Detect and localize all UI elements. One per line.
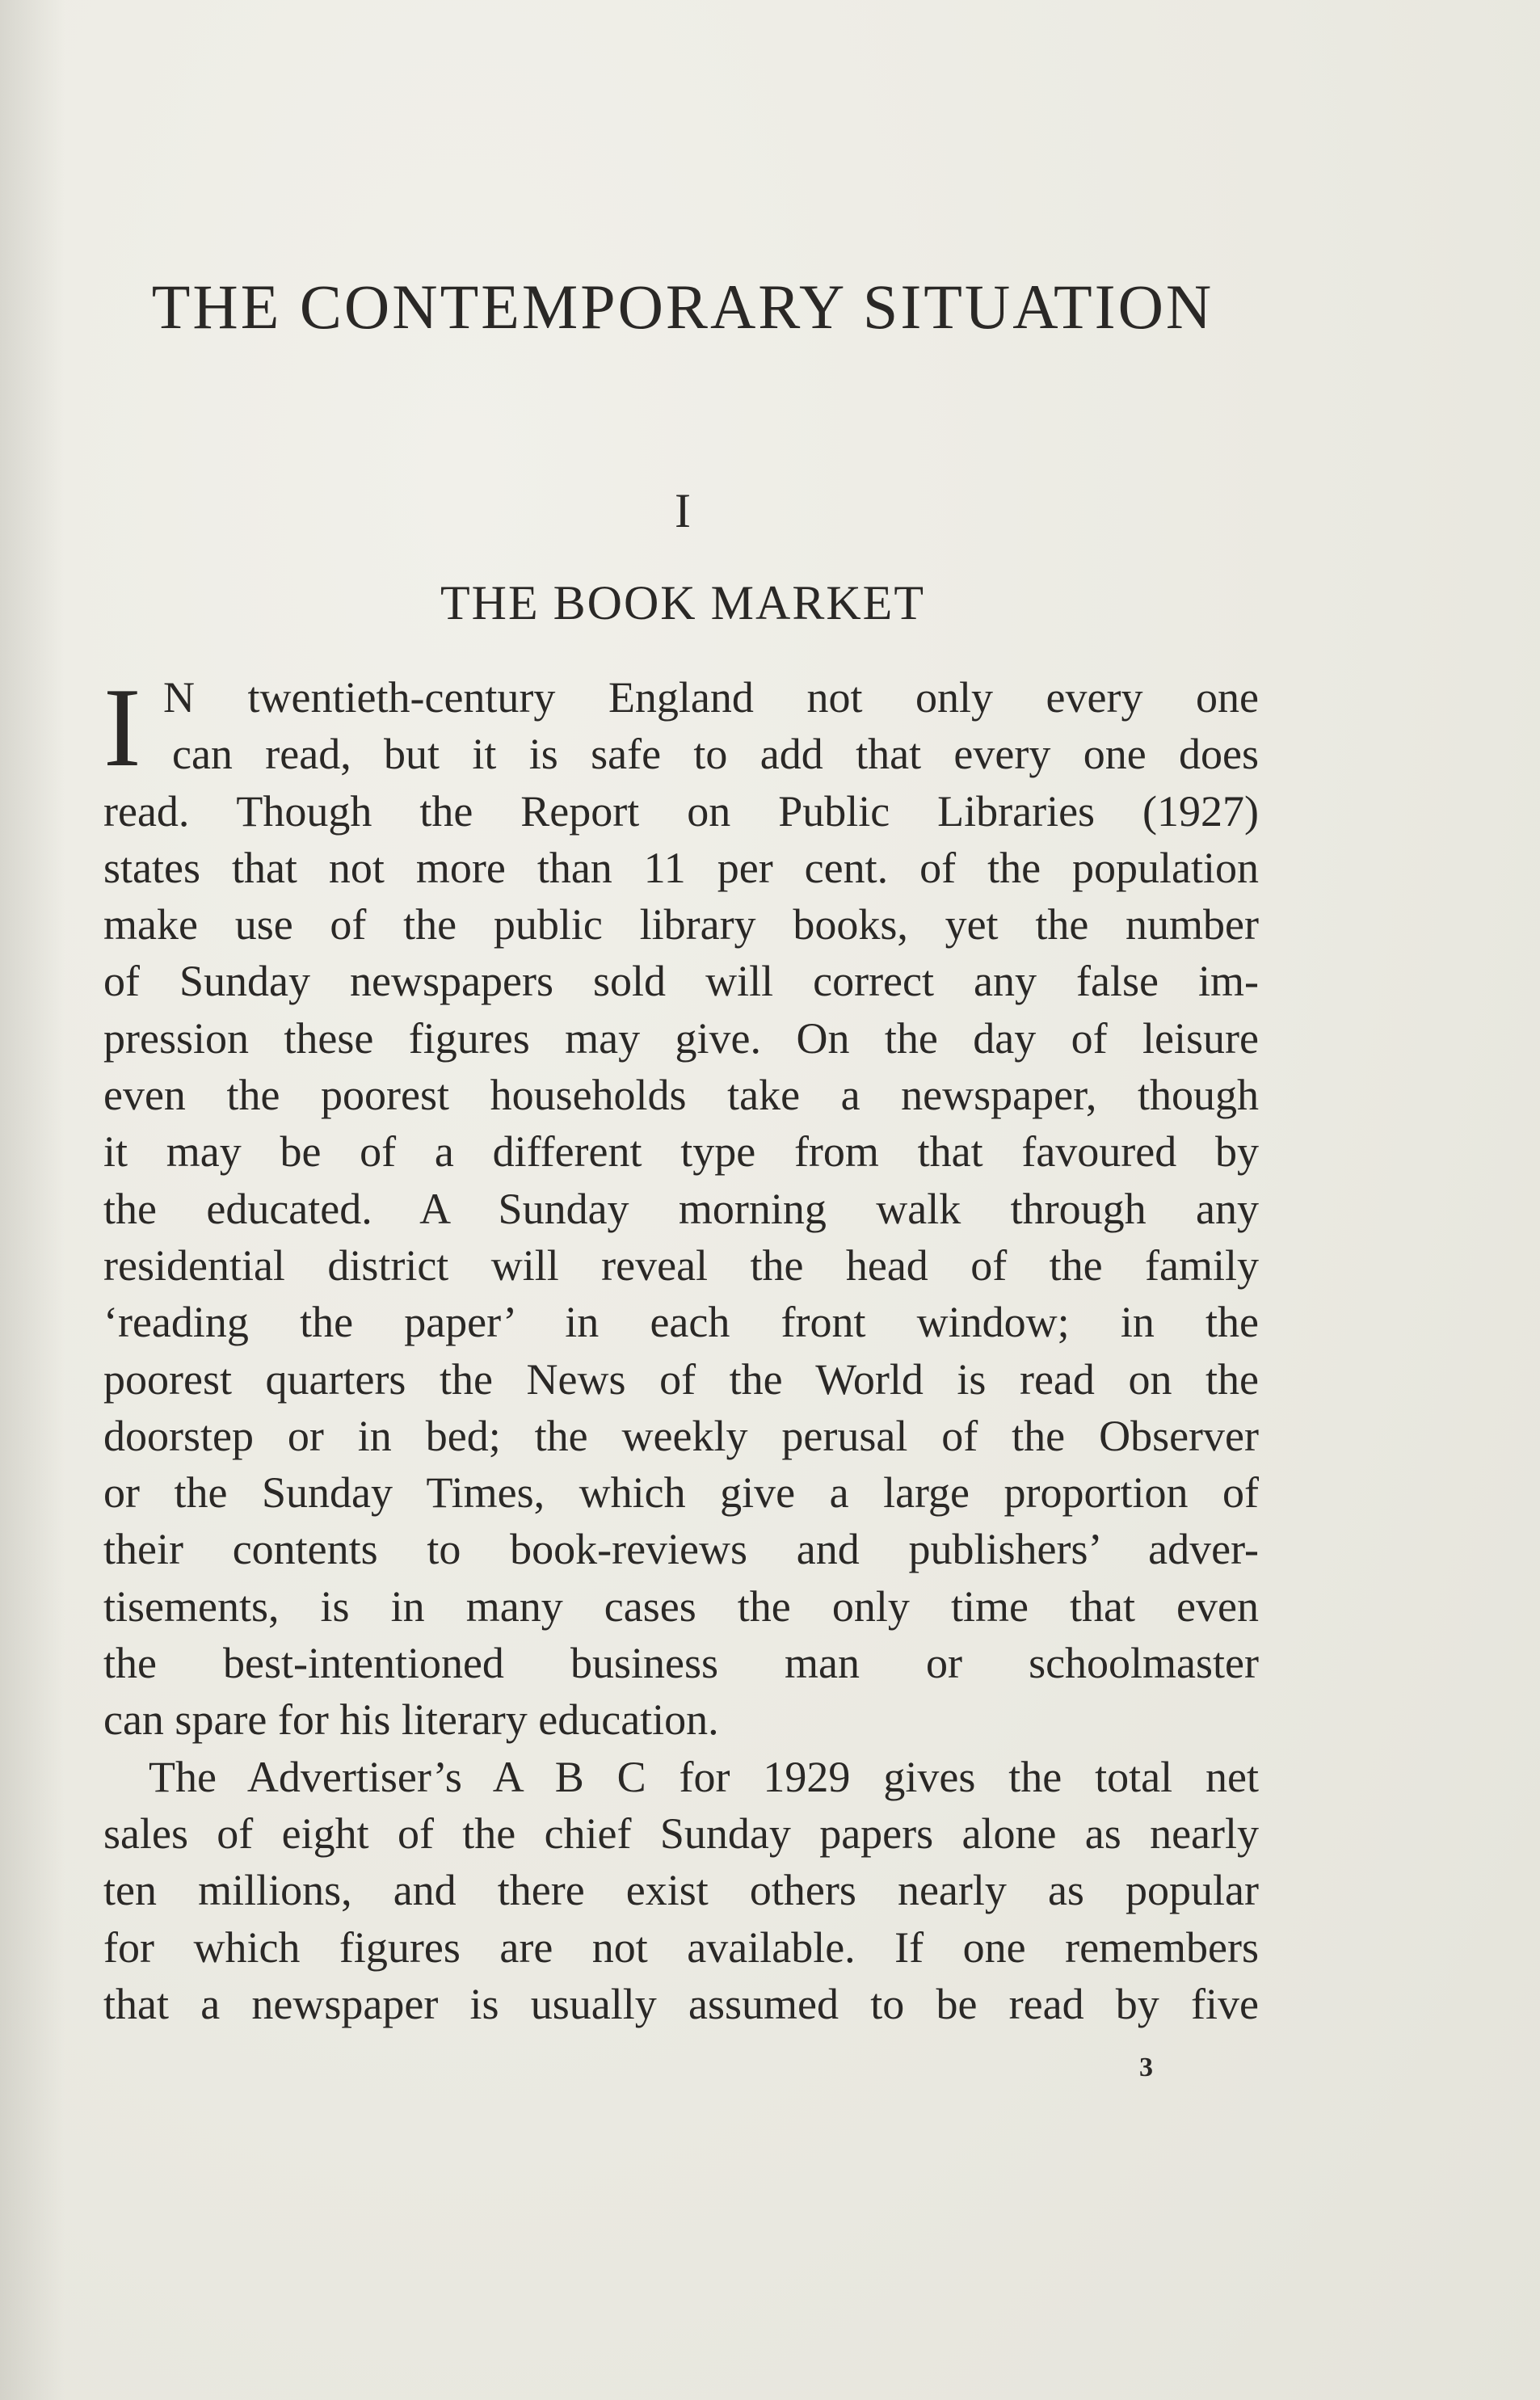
text-line: pression these figures may give. On the day of leisure	[103, 1013, 1259, 1063]
chapter-title	[0, 267, 1365, 347]
text-line: it may be of a different type from that favoured by	[103, 1127, 1259, 1177]
text-line: for which figures are not available. If one remembers	[103, 1922, 1259, 1972]
text-line: ten millions, and there exist others nearly as popular	[103, 1866, 1259, 1915]
drop-cap: I	[103, 680, 141, 776]
text-line: that a newspaper is usually assumed to be read by five	[103, 1979, 1259, 2028]
text-line: the educated. A Sunday morning walk through any	[103, 1184, 1259, 1233]
text-line: the best-intentioned business man or schoolmaster	[103, 1639, 1259, 1688]
text-line: tisements, is in many cases the only time that even	[103, 1581, 1259, 1631]
text-line: states that not more than 11 per cent. of the population	[103, 843, 1259, 892]
text-line: read. Though the Report on Public Libraries (1927)	[103, 786, 1259, 836]
text-line: ‘reading the paper’ in each front window; in the	[103, 1298, 1259, 1347]
text-line: N twentieth-century England not only every one	[163, 673, 1259, 722]
text-line: sales of eight of the chief Sunday papers alone as nearly	[103, 1808, 1259, 1858]
text-line: make use of the public library books, yet the number	[103, 900, 1259, 949]
text-line: can spare for his literary education.	[103, 1695, 719, 1745]
chapter-title-line: THE CONTEMPORARY SITUATION	[151, 272, 1214, 342]
text-line: of Sunday newspapers sold will correct any false im-	[103, 957, 1259, 1006]
text-line: poorest quarters the News of the World is read on the	[103, 1354, 1259, 1404]
section-title: THE BOOK MARKET	[440, 576, 925, 629]
body-text	[103, 669, 1259, 2032]
gutter-shadow	[0, 0, 65, 2400]
text-line: or the Sunday Times, which give a large proportion of	[103, 1468, 1259, 1518]
text-line: residential district will reveal the head of the family	[103, 1240, 1259, 1290]
page-number: 3	[1139, 2053, 1153, 2082]
text-line: even the poorest households take a newspaper, though	[103, 1071, 1259, 1120]
text-line: can read, but it is safe to add that every one does	[172, 730, 1259, 779]
text-line: The Advertiser’s A B C for 1929 gives the total net	[149, 1752, 1259, 1801]
chapter-number: I	[675, 484, 691, 537]
text-line: doorstep or in bed; the weekly perusal of the Observer	[103, 1411, 1259, 1460]
text-line: their contents to book-reviews and publishers’ adver-	[103, 1525, 1259, 1574]
